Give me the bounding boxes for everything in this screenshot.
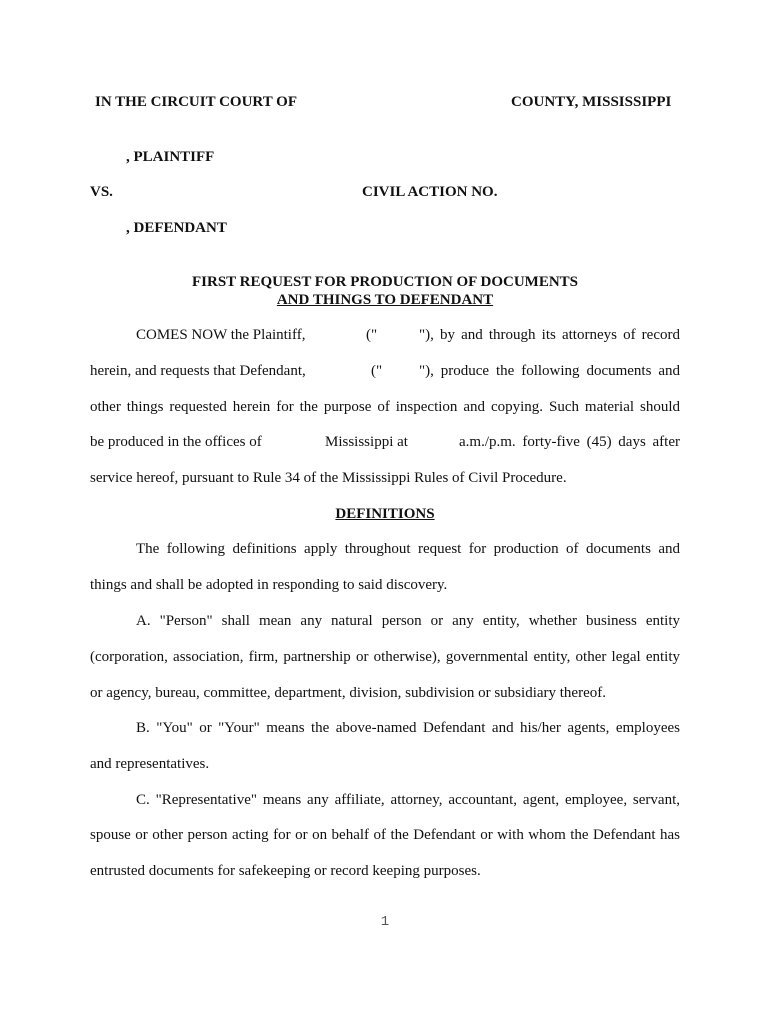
intro-line-5: service hereof, pursuant to Rule 34 of the Mississippi Rules of Civil Procedure. — [90, 470, 567, 486]
intro-line-2a: herein, and requests that Defendant, — [90, 363, 306, 379]
civil-action-label: CIVIL ACTION NO. — [362, 184, 498, 200]
definition-a-line-1: A. "Person" shall mean any natural person or any entity, whether business entity — [136, 613, 680, 629]
definition-c-line-2: spouse or other person acting for or on behalf of the Defendant or with whom the Defendant has — [90, 827, 680, 843]
intro-line-1a: COMES NOW the Plaintiff, — [136, 327, 306, 343]
defendant-label: , DEFENDANT — [126, 220, 227, 236]
court-heading-left: IN THE CIRCUIT COURT OF — [95, 94, 298, 110]
plaintiff-label: , PLAINTIFF — [126, 149, 215, 165]
intro-line-1c: "), by and through its attorneys of record — [419, 327, 680, 343]
definitions-heading: DEFINITIONS — [335, 506, 435, 522]
intro-line-3: other things requested herein for the purpose of inspection and copying. Such material should — [90, 399, 680, 415]
intro-line-2c: "), produce the following documents and — [419, 363, 680, 379]
intro-line-4c: a.m./p.m. forty-five (45) days after — [459, 434, 680, 450]
intro-line-1b: (" — [366, 327, 378, 343]
court-heading-right: COUNTY, MISSISSIPPI — [511, 94, 672, 110]
definitions-intro-line-2: things and shall be adopted in responding to said discovery. — [90, 577, 448, 593]
definition-b-line-2: and representatives. — [90, 756, 210, 772]
document-title-line2: AND THINGS TO DEFENDANT — [276, 292, 494, 308]
intro-line-4a: be produced in the offices of — [90, 434, 262, 450]
document-title-line1: FIRST REQUEST FOR PRODUCTION OF DOCUMENTS — [191, 274, 579, 290]
definition-b-line-1: B. "You" or "Your" means the above-named Defendant and his/her agents, employees — [136, 720, 680, 736]
definition-a-line-3: or agency, bureau, committee, department, division, subdivision or subsidiary thereof. — [90, 685, 606, 701]
versus-label: VS. — [90, 184, 113, 200]
definition-a-line-2: (corporation, association, firm, partnership or otherwise), governmental entity, other legal entity — [90, 649, 680, 665]
definition-c-line-3: entrusted documents for safekeeping or record keeping purposes. — [90, 863, 481, 879]
intro-line-2b: (" — [371, 363, 383, 379]
intro-line-4b: Mississippi at — [325, 434, 408, 450]
definition-c-line-1: C. "Representative" means any affiliate, attorney, accountant, agent, employee, servant, — [136, 792, 680, 808]
definitions-intro-line-1: The following definitions apply throughout request for production of documents and — [136, 541, 680, 557]
page-number: 1 — [380, 914, 390, 930]
